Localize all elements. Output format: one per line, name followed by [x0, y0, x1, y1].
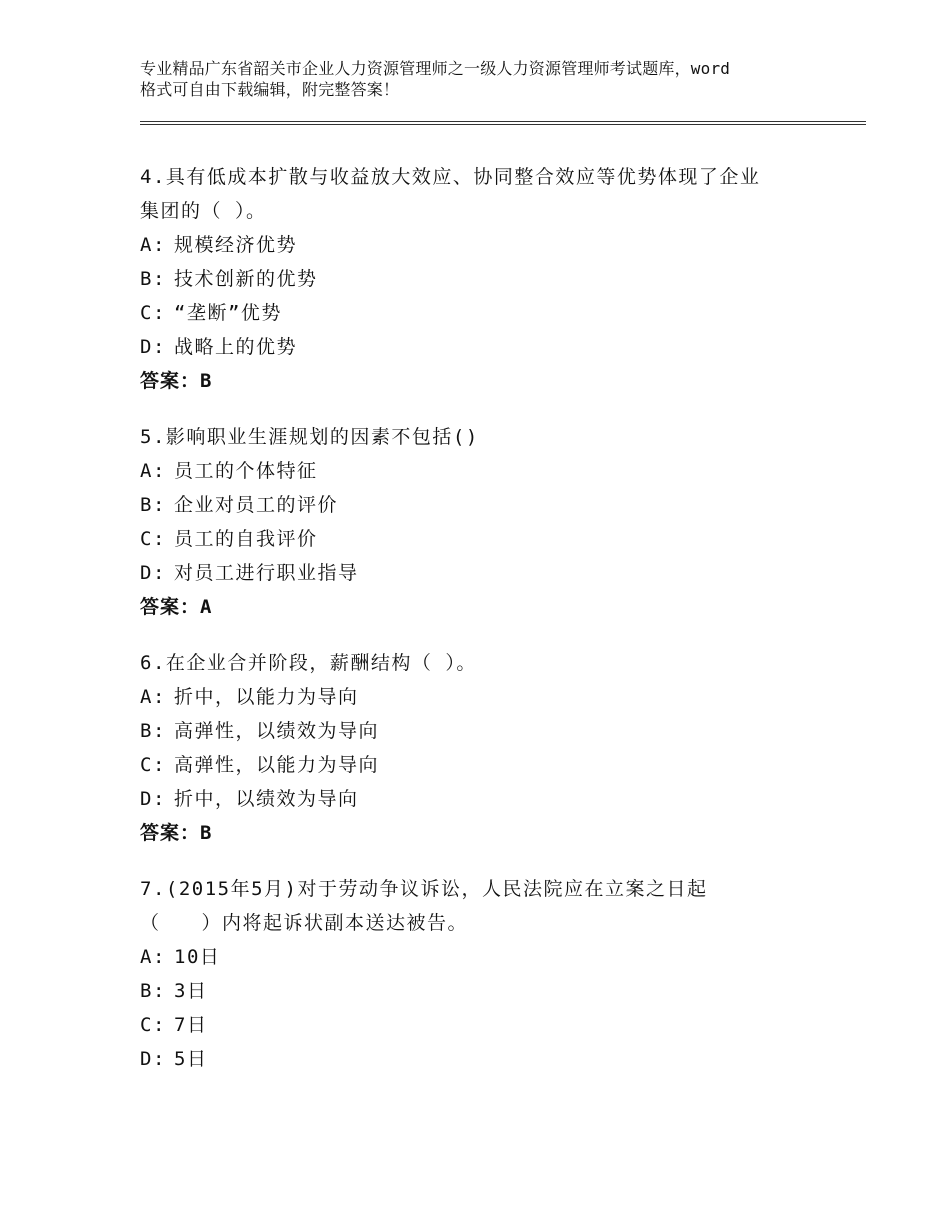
- option-text: 5日: [174, 1048, 208, 1070]
- question-stem: [140, 646, 840, 680]
- question-stem-line: 5.影响职业生涯规划的因素不包括(): [140, 426, 479, 448]
- option-a: [140, 454, 840, 488]
- header-title-line-1: 专业精品广东省韶关市企业人力资源管理师之一级人力资源管理师考试题库，word: [140, 59, 731, 78]
- option-text: 10日: [174, 946, 221, 968]
- answer-line: 答案：B: [140, 370, 213, 392]
- option-d: [140, 330, 840, 364]
- option-text: 对员工进行职业指导: [174, 562, 359, 584]
- option-c: [140, 748, 840, 782]
- question-stem-line: 集团的（ ）。: [140, 200, 267, 222]
- question-stem-line: 7.(2015年5月)对于劳动争议诉讼，人民法院应在立案之日起: [140, 878, 708, 900]
- question-stem: [140, 160, 840, 228]
- question-stem-line: （ ）内将起诉状副本送达被告。: [140, 912, 469, 934]
- option-d: [140, 556, 840, 590]
- option-text: 折中，以绩效为导向: [174, 788, 359, 810]
- option-b: [140, 974, 840, 1008]
- question-6: [140, 646, 840, 850]
- option-key: B:: [140, 980, 166, 1002]
- question-5: [140, 420, 840, 624]
- option-text: 员工的自我评价: [174, 528, 318, 550]
- option-a: [140, 940, 840, 974]
- option-c: [140, 522, 840, 556]
- option-text: 折中，以能力为导向: [174, 686, 359, 708]
- answer-line: 答案：A: [140, 596, 213, 618]
- option-c: [140, 296, 840, 330]
- question-stem-line: 4.具有低成本扩散与收益放大效应、协同整合效应等优势体现了企业: [140, 166, 761, 188]
- option-text: 3日: [174, 980, 208, 1002]
- option-key: C:: [140, 754, 166, 776]
- question-7: [140, 872, 840, 1076]
- header-title-line-2: 格式可自由下载编辑，附完整答案！: [140, 80, 400, 99]
- option-key: D:: [140, 562, 166, 584]
- header-divider-bottom: [140, 124, 866, 125]
- option-text: 企业对员工的评价: [174, 494, 339, 516]
- header-divider-top: [140, 121, 866, 122]
- option-c: [140, 1008, 840, 1042]
- option-key: D:: [140, 336, 166, 358]
- option-key: A:: [140, 460, 166, 482]
- option-d: [140, 1042, 840, 1076]
- option-key: A:: [140, 234, 166, 256]
- option-key: C:: [140, 528, 166, 550]
- document-header: [140, 58, 840, 100]
- question-stem: [140, 420, 840, 454]
- option-text: 员工的个体特征: [174, 460, 318, 482]
- option-text: 战略上的优势: [174, 336, 298, 358]
- answer-line: 答案：B: [140, 822, 213, 844]
- option-text: 高弹性，以绩效为导向: [174, 720, 380, 742]
- option-text: “垄断”优势: [174, 302, 282, 324]
- option-a: [140, 680, 840, 714]
- option-key: C:: [140, 302, 166, 324]
- option-a: [140, 228, 840, 262]
- option-key: B:: [140, 494, 166, 516]
- option-b: [140, 714, 840, 748]
- question-stem-line: 6.在企业合并阶段，薪酬结构（ ）。: [140, 652, 477, 674]
- option-b: [140, 262, 840, 296]
- option-key: A:: [140, 946, 166, 968]
- option-key: D:: [140, 788, 166, 810]
- option-text: 7日: [174, 1014, 208, 1036]
- option-key: C:: [140, 1014, 166, 1036]
- option-text: 高弹性，以能力为导向: [174, 754, 380, 776]
- option-text: 技术创新的优势: [174, 268, 318, 290]
- option-b: [140, 488, 840, 522]
- option-key: A:: [140, 686, 166, 708]
- option-d: [140, 782, 840, 816]
- option-key: D:: [140, 1048, 166, 1070]
- option-key: B:: [140, 268, 166, 290]
- option-key: B:: [140, 720, 166, 742]
- question-4: [140, 160, 840, 398]
- question-stem: [140, 872, 840, 940]
- question-list: [140, 160, 840, 1098]
- option-text: 规模经济优势: [174, 234, 298, 256]
